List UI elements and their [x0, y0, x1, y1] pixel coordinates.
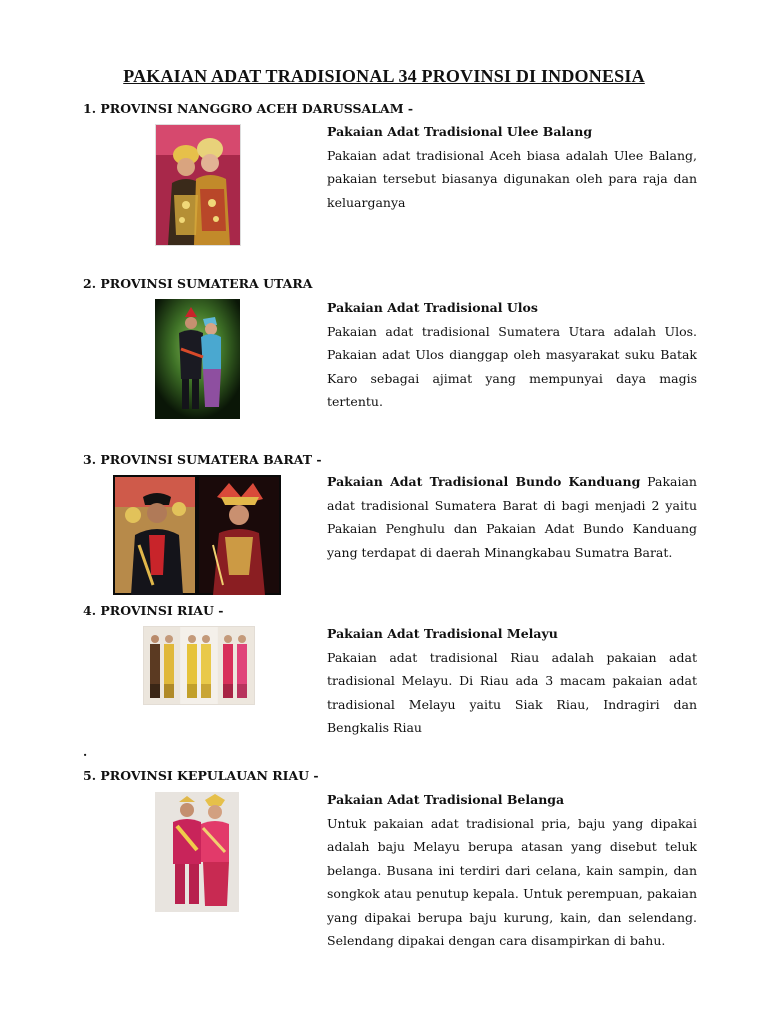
section-2-heading: 2. PROVINSI SUMATERA UTARA — [83, 276, 313, 291]
aceh-costume-photo — [155, 124, 241, 246]
riau-costume-photo — [143, 626, 255, 705]
section-4-heading: 4. PROVINSI RIAU - — [83, 603, 224, 618]
section-4-subtitle: Pakaian Adat Tradisional Melayu — [327, 626, 558, 641]
section-1-subtitle: Pakaian Adat Tradisional Ulee Balang — [327, 124, 593, 139]
section-5-subtitle: Pakaian Adat Tradisional Belanga — [327, 792, 565, 807]
section-5-text: Untuk pakaian adat tradisional pria, baju yang dipakai adalah baju Melayu berupa atasan yang disebut teluk belanga. Busana ini terdiri dari celana, kain sampin, dan songkok atau penutup kepala. Untuk perempuan, pakaian yang dipakai berupa baju kurung, kain, dan selendang. Selendang dipakai dengan cara disampirkan di bahu. — [327, 815, 697, 948]
section-3-description — [327, 470, 697, 564]
document-title: PAKAIAN ADAT TRADISIONAL 34 PROVINSI DI INDONESIA — [123, 66, 645, 86]
section-5-description — [327, 788, 697, 953]
section-4-description — [327, 622, 697, 740]
section-2-text: Pakaian adat tradisional Sumatera Utara adalah Ulos. Pakaian adat Ulos dianggap oleh masyarakat suku Batak Karo sebagai ajimat yang mempunyai daya magis tertentu. — [327, 323, 697, 409]
sumatera-utara-costume-photo — [155, 299, 240, 419]
section-3-text: Pakaian adat tradisional Sumatera Barat di bagi menjadi 2 yaitu Pakaian Penghulu dan Pakaian Adat Bundo Kanduang yang terdapat di daerah Minangkabau Sumatra Barat. — [327, 474, 697, 560]
section-1-description — [327, 120, 697, 214]
section-1-text: Pakaian adat tradisional Aceh biasa adalah Ulee Balang, pakaian tersebut biasanya digunakan oleh para raja dan keluarganya — [327, 147, 697, 210]
sumatera-barat-costume-photo — [113, 475, 281, 595]
kepulauan-riau-costume-photo — [155, 792, 239, 912]
section-4-text: Pakaian adat tradisional Riau adalah pakaian adat tradisional Melayu. Di Riau ada 3 macam pakaian adat tradisional Melayu yaitu Siak Riau, Indragiri dan Bengkalis Riau — [327, 649, 697, 735]
section-3-heading: 3. PROVINSI SUMATERA BARAT - — [83, 452, 322, 467]
section-2-subtitle: Pakaian Adat Tradisional Ulos — [327, 300, 538, 315]
section-1-heading: 1. PROVINSI NANGGRO ACEH DARUSSALAM - — [83, 101, 414, 116]
stray-mark: . — [83, 745, 88, 759]
section-5-heading: 5. PROVINSI KEPULAUAN RIAU - — [83, 768, 319, 783]
section-3-subtitle: Pakaian Adat Tradisional Bundo Kanduang — [327, 474, 641, 489]
section-2-description — [327, 296, 697, 414]
